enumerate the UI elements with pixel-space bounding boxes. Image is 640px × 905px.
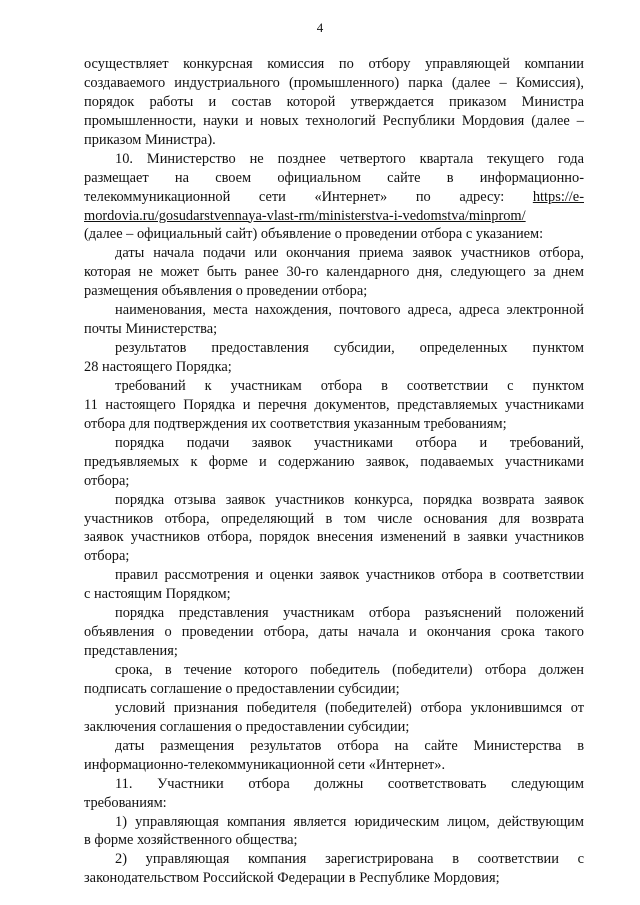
text-line: срока, в течение которого победитель (победители) отбора должен (115, 662, 584, 678)
text-line: порядка отзыва заявок участников конкурса, порядка возврата заявок (115, 491, 584, 508)
text-line (84, 207, 584, 226)
text-line: 11. Участники отбора должны соответствовать следующим (115, 775, 584, 792)
text-line: подписать соглашение о предоставлении субсидии; (84, 680, 400, 697)
text-line: приказом Министра). (84, 131, 216, 148)
text-line: (далее – официальный сайт) объявление о проведении отбора с указанием: (84, 226, 544, 243)
text-line: отбора для подтверждения их соответствия указанным требованиям; (84, 415, 507, 432)
text-line: 11 настоящего Порядка и перечня документов, представляемых участниками (84, 396, 584, 413)
text-line: порядка подачи заявок участниками отбора и требований, (115, 434, 584, 451)
text-line: осуществляет конкурсная комиссия по отбору управляющей компании (84, 56, 584, 72)
document-body (84, 55, 584, 888)
text-line: наименования, места нахождения, почтового адреса, адреса электронной (115, 302, 584, 319)
website-link[interactable]: https://e- (532, 188, 584, 205)
text-line: размещает на своем официальном сайте в информационно- (84, 169, 584, 186)
text-line: правил рассмотрения и оценки заявок участников отбора в соответствии (115, 567, 584, 584)
text-line: отбора; (84, 472, 130, 489)
text-line: отбора; (84, 548, 130, 565)
text-line: промышленности, науки и новых технологий Республики Мордовия (далее – (84, 112, 584, 129)
text-line: заключения соглашения о предоставлении субсидии; (84, 718, 410, 735)
text-line: в форме хозяйственного общества; (84, 832, 298, 849)
page-number: 4 (316, 20, 324, 35)
text-line: информационно-телекоммуникационной сети «Интернет». (84, 756, 446, 773)
text-line: размещения объявления о проведении отбора; (84, 283, 368, 300)
text-line: порядок работы и состав которой утверждается приказом Министра (84, 93, 584, 110)
text-line: объявления о проведении отбора, даты начала и окончания срока такого (84, 624, 584, 641)
text-line: 10. Министерство не позднее четвертого квартала текущего года (115, 150, 584, 167)
text-line: заявок участников отбора, порядок внесения изменений в заявки участников (84, 529, 584, 546)
text-line: порядка представления участникам отбора разъяснений положений (115, 605, 584, 622)
text-line: 1) управляющая компания является юридическим лицом, действующим (115, 813, 584, 830)
website-link[interactable]: mordovia.ru/gosudarstvennaya-vlast-rm/ministerstva-i-vedomstva/minprom/ (84, 207, 526, 224)
text-line: законодательством Российской Федерации в Республике Мордовия; (84, 870, 500, 887)
text-line: даты размещения результатов отбора на сайте Министерства в (115, 737, 584, 754)
text-line: участников отбора, определяющий в том числе основания для возврата (84, 510, 584, 527)
text-line: телекоммуникационной сети «Интернет» по адресу: https://e- (84, 188, 584, 205)
text-line: представления; (84, 643, 178, 660)
text-line: условий признания победителя (победителей) отбора уклонившимся от (115, 699, 584, 716)
text-line: даты начала подачи или окончания приема заявок участников отбора, (115, 245, 584, 262)
text-line: результатов предоставления субсидии, определенных пунктом (115, 340, 584, 357)
text-line: 28 настоящего Порядка; (84, 359, 232, 375)
text-line: которая не может быть ранее 30-го календарного дня, следующего за днем (84, 264, 584, 281)
text-line: требованиям: (84, 794, 167, 811)
text-line: предъявляемых к форме и содержанию заявок, подаваемых участниками (84, 453, 584, 470)
text-line: создаваемого индустриального (промышленного) парка (далее – Комиссия), (84, 74, 584, 91)
text-line: почты Министерства; (84, 321, 218, 338)
text-line: с настоящим Порядком; (84, 586, 231, 603)
text-line: требований к участникам отбора в соответствии с пунктом (115, 377, 584, 394)
text-line: 2) управляющая компания зарегистрирована в соответствии с (115, 851, 584, 868)
